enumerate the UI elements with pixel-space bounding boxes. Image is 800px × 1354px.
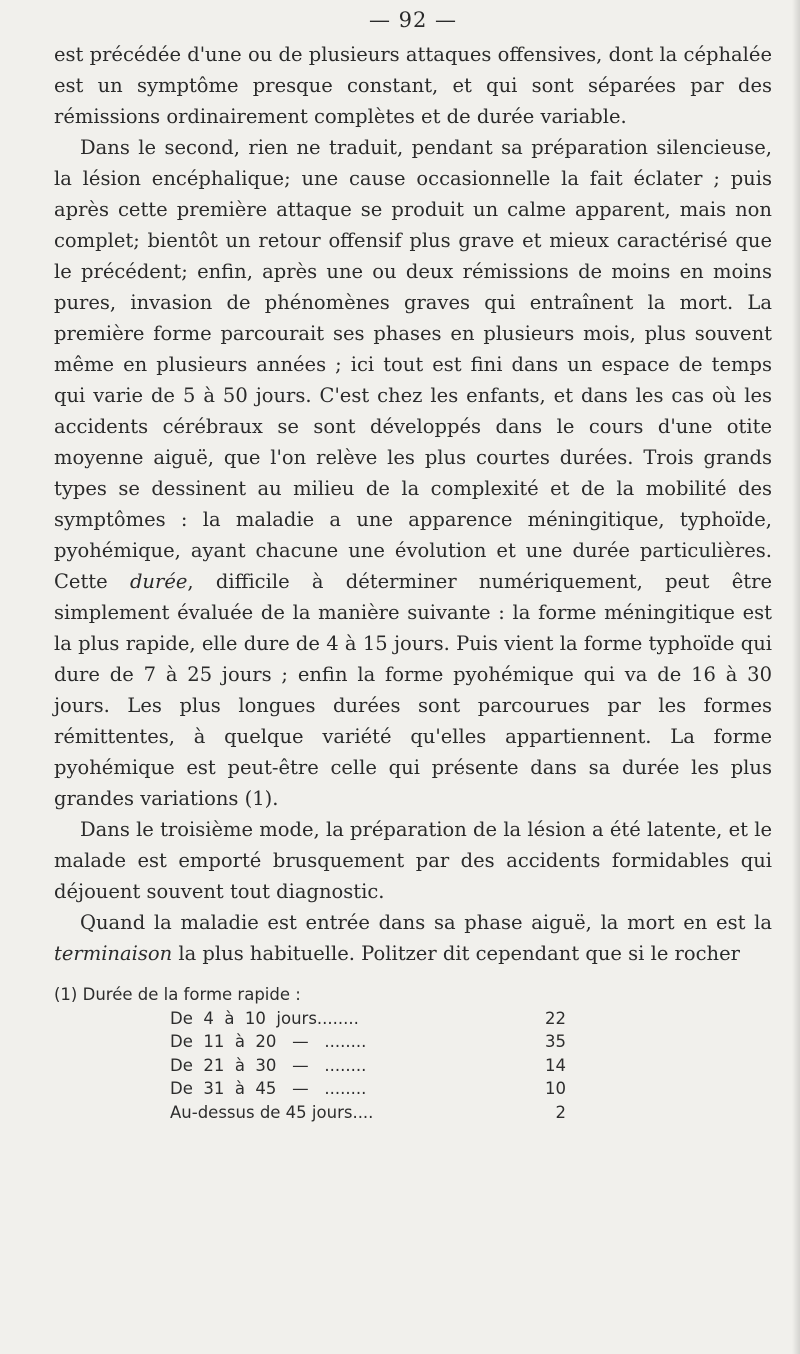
case-count: 10 — [545, 1079, 566, 1098]
text-run: Quand la maladie est entrée dans sa phase aiguë, la mort en est la — [80, 911, 772, 934]
duration-range: De 4 à 10 jours........ — [170, 1008, 359, 1028]
case-count: 2 — [555, 1102, 566, 1122]
duration-range: De 31 à 45 — ........ — [170, 1079, 367, 1098]
duration-range: De 21 à 30 — ........ — [170, 1055, 367, 1075]
duration-table — [170, 1007, 566, 1125]
duration-range: De 11 à 20 — ........ — [170, 1032, 367, 1051]
case-count: 14 — [545, 1055, 566, 1075]
paragraph — [54, 39, 772, 132]
text-run: Dans le second, rien ne traduit, pendant sa préparation silencieuse, la lésion encéphalique; une cause occasionnelle la fait éclater ; puis après cette première attaque se produit un calme apparent, mais non complet; bientôt un retour offensif plus grave et mieux caractérisé que le précédent; enfin, après une ou deux rémissions de moins en moins pures, invasion de phénomènes graves qui entraînent la mort. La première forme parcourait ses phases en plusieurs mois, plus souvent même en plusieurs années ; ici tout est fini dans un espace de temps qui varie de 5 à 50 jours. C'est chez les enfants, et dans les cas où les accidents cérébraux se sont développés dans le cours d'une otite moyenne aiguë, que l'on relève les plus courtes durées. Trois grands types se dessinent au milieu de la complexité et de la mobilité des symptômes : la maladie a une apparence méningitique, typhoïde, pyohémique, ayant chacune une évolution et une durée particulières. Cette — [54, 136, 772, 593]
table-row — [170, 1007, 566, 1031]
main-text — [54, 39, 772, 969]
paragraph — [54, 814, 772, 907]
paragraph — [54, 132, 772, 814]
table-row — [170, 1054, 566, 1078]
page-number: — 92 — — [368, 8, 458, 32]
text-run: Dans le troisième mode, la préparation de la lésion a été latente, et le malade est emporté brusquement par des accidents formidables qui déjouent souvent tout diagnostic. — [54, 818, 772, 903]
italic-word: terminaison — [54, 942, 173, 965]
footnote — [54, 983, 772, 1124]
table-row — [170, 1101, 566, 1125]
paragraph — [54, 907, 772, 969]
table-row — [170, 1030, 566, 1054]
case-count: 22 — [545, 1008, 566, 1028]
footnote-title: (1) Durée de la forme rapide : — [54, 985, 301, 1004]
case-count: 35 — [545, 1032, 566, 1051]
text-run: , difficile à déterminer numériquement, peut être simplement évaluée de la manière suivante : la forme méningitique est la plus rapide, elle dure de 4 à 15 jours. Puis vient la forme typhoïde qui dure de 7 à 25 jours ; enfin la forme pyohémique qui va de 16 à 30 jours. Les plus longues durées sont parcourues par les formes rémittentes, à quelque variété qu'elles appartiennent. La forme pyohémique est peut-être celle qui présente dans sa durée les plus grandes variations (1). — [54, 570, 773, 810]
page-edge-shadow — [792, 0, 800, 1354]
text-run: est précédée d'une ou de plusieurs attaques offensives, dont la céphalée est un symptôme presque constant, et qui sont séparées par des rémissions ordinairement complètes et de durée variable. — [54, 43, 772, 128]
text-run: la plus habituelle. Politzer dit cependant que si le rocher — [172, 942, 740, 965]
italic-word: durée — [129, 570, 188, 593]
table-row — [170, 1077, 566, 1101]
duration-range: Au-dessus de 45 jours.... — [170, 1102, 374, 1122]
